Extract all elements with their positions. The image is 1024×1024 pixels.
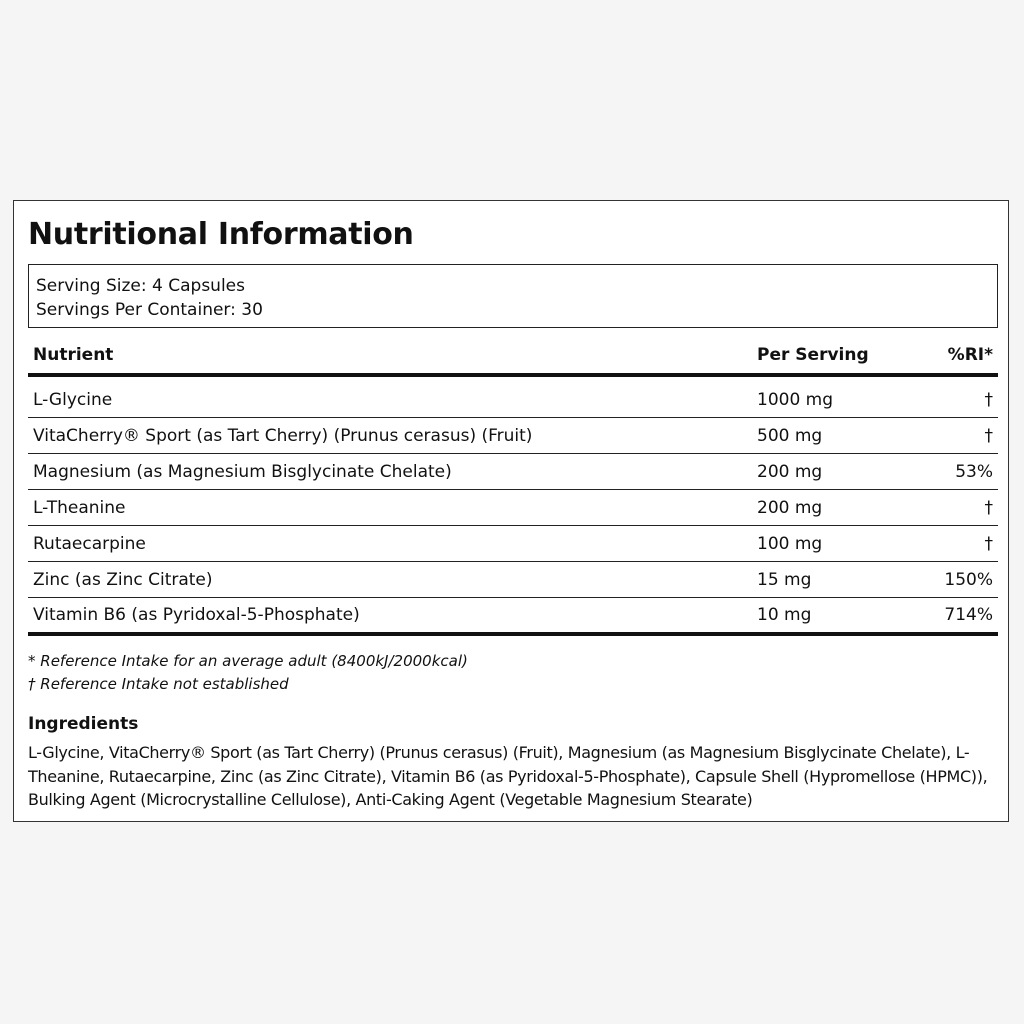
table-row <box>28 454 998 490</box>
footnote-not-established: † Reference Intake not established <box>28 675 289 693</box>
nutrient-table <box>28 339 998 636</box>
header-per-serving: Per Serving <box>757 345 869 365</box>
table-header <box>28 339 998 377</box>
nutrient-amount: 1000 mg <box>757 389 834 410</box>
table-row <box>28 562 998 598</box>
nutrient-name: Magnesium (as Magnesium Bisglycinate Chelate) <box>33 461 452 482</box>
nutrient-ri: † <box>984 425 993 446</box>
table-row <box>28 526 998 562</box>
nutrient-amount: 500 mg <box>757 425 823 446</box>
nutrient-amount: 200 mg <box>757 497 823 518</box>
nutrient-name: L-Glycine <box>33 389 113 410</box>
nutrient-ri: † <box>984 389 993 410</box>
nutrient-ri: † <box>984 533 993 554</box>
nutrient-name: L-Theanine <box>33 497 126 518</box>
nutrient-ri: 714% <box>944 605 993 625</box>
ingredients-text: L-Glycine, VitaCherry® Sport (as Tart Cherry) (Prunus cerasus) (Fruit), Magnesium (as Magnesium Bisglycinate Chelate), L-Theanine, Rutaecarpine, Zinc (as Zinc Citrate), Vitamin B6 (as Pyridoxal-5-Phosphate), Capsule Shell (Hypromellose (HPMC)), Bulking Agent (Microcrystalline Cellulose), Anti-Caking Agent (Vegetable Magnesium Stearate) <box>28 743 988 809</box>
header-nutrient: Nutrient <box>33 345 114 365</box>
footnotes <box>28 650 468 696</box>
table-body <box>28 382 998 636</box>
nutrient-ri: 53% <box>955 461 993 482</box>
footnote-reference-intake: * Reference Intake for an average adult (8400kJ/2000kcal) <box>28 652 468 670</box>
nutrient-amount: 100 mg <box>757 533 823 554</box>
nutrient-name: VitaCherry® Sport (as Tart Cherry) (Prunus cerasus) (Fruit) <box>33 425 533 446</box>
nutrient-name: Rutaecarpine <box>33 533 146 554</box>
nutrient-name: Vitamin B6 (as Pyridoxal-5-Phosphate) <box>33 605 360 625</box>
nutrient-ri: † <box>984 497 993 518</box>
table-row <box>28 382 998 418</box>
table-row <box>28 418 998 454</box>
nutrient-name: Zinc (as Zinc Citrate) <box>33 569 213 590</box>
table-row <box>28 490 998 526</box>
serving-size: Serving Size: 4 Capsules <box>36 276 245 296</box>
panel-title: Nutritional Information <box>28 217 414 252</box>
nutrient-amount: 15 mg <box>757 569 812 590</box>
nutrient-ri: 150% <box>944 569 993 590</box>
servings-per-container: Servings Per Container: 30 <box>36 300 263 320</box>
nutrient-amount: 10 mg <box>757 605 812 625</box>
table-row <box>28 598 998 636</box>
ingredients-heading: Ingredients <box>28 714 139 734</box>
nutrition-panel <box>13 200 1009 822</box>
serving-info-box <box>28 264 998 328</box>
header-ri: %RI* <box>947 345 993 365</box>
nutrient-amount: 200 mg <box>757 461 823 482</box>
